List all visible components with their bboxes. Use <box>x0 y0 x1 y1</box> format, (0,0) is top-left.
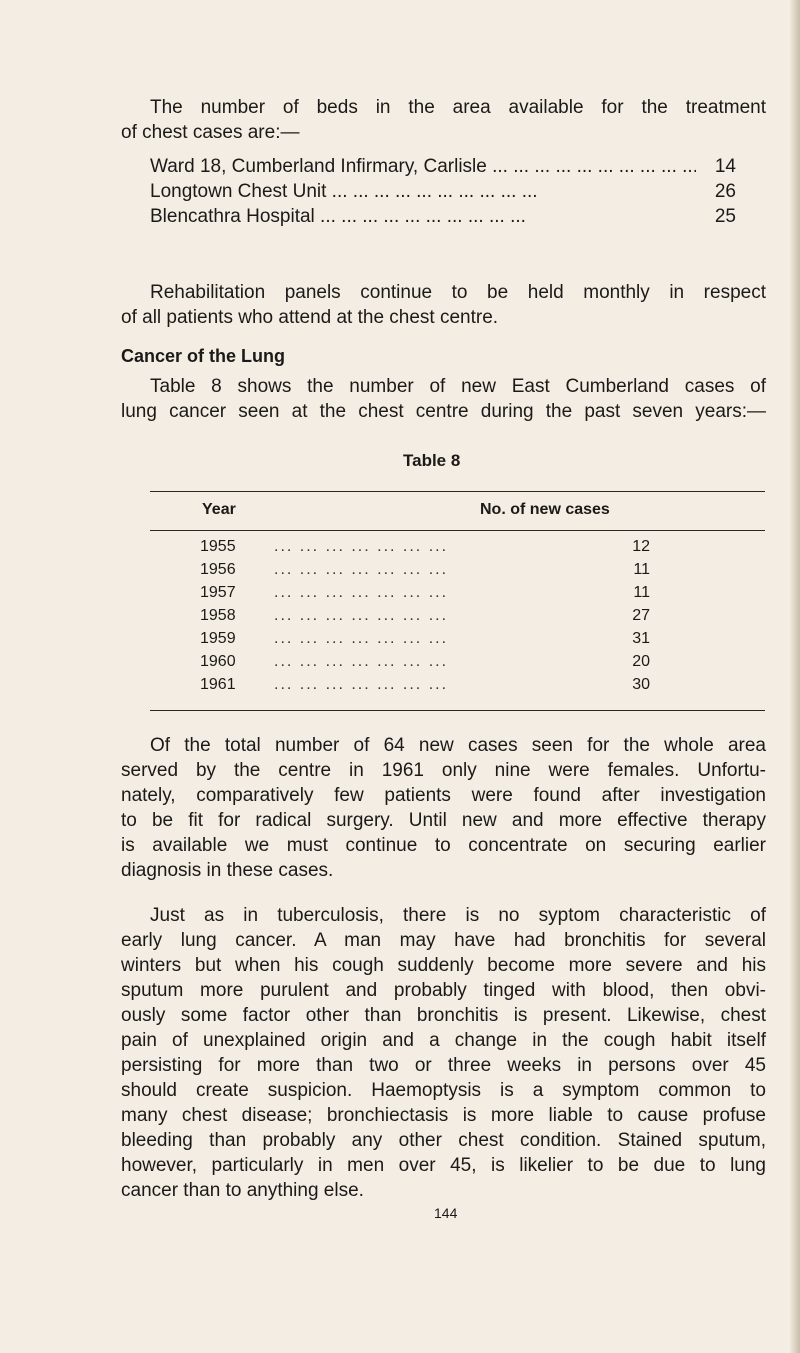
table-row <box>200 607 650 630</box>
row-year: 1955 <box>200 538 236 555</box>
row-cases: 31 <box>632 630 650 647</box>
text-line: ously some factor other than bronchitis is present. Likewise, chest <box>121 1005 766 1026</box>
text-line: early lung cancer. A man may have had bronchitis for several <box>121 930 766 951</box>
bed-name: Blencathra Hospital ... . <box>150 206 696 228</box>
bed-row <box>150 206 736 231</box>
rehab-line-1: Rehabilitation panels continue to be held monthly in respect <box>150 282 766 303</box>
bed-name: Ward 18, Cumberland Infirmary, Carlisle ... . <box>150 156 696 178</box>
row-year: 1960 <box>200 653 236 670</box>
row-cases: 30 <box>632 676 650 693</box>
table-top-rule <box>150 491 765 492</box>
text-line: nately, comparatively few patients were found after investigation <box>121 785 766 806</box>
text-line: bleeding than probably any other chest condition. Stained sputum, <box>121 1130 766 1151</box>
column-header-cases: No. of new cases <box>480 501 610 518</box>
intro-line-2: of chest cases are:— <box>121 122 300 143</box>
bed-count: 25 <box>714 206 736 227</box>
row-year: 1959 <box>200 630 236 647</box>
row-cases: 27 <box>632 607 650 624</box>
row-cases: 11 <box>633 584 650 601</box>
text-line: should create suspicion. Haemoptysis is a symptom common to <box>121 1080 766 1101</box>
leader-dots: ... ... ... ... ... ... ... <box>274 584 449 601</box>
table-row <box>200 676 650 699</box>
text-line: winters but when his cough suddenly become more severe and his <box>121 955 766 976</box>
table-row <box>200 561 650 584</box>
table-header-rule <box>150 530 765 531</box>
text-line: pain of unexplained origin and a change in the cough habit itself <box>121 1030 766 1051</box>
leader-dots: ... ... ... ... ... ... ... <box>274 630 449 647</box>
leader-dots: ... ... ... ... ... ... ... <box>274 653 449 670</box>
bed-count: 26 <box>714 181 736 202</box>
table-row <box>200 538 650 561</box>
row-cases: 12 <box>632 538 650 555</box>
text-line: cancer than to anything else. <box>121 1180 364 1201</box>
bed-row <box>150 181 736 206</box>
table-intro-line-1: Table 8 shows the number of new East Cumberland cases of <box>150 376 766 397</box>
rehab-line-2: of all patients who attend at the chest centre. <box>121 307 499 328</box>
row-year: 1961 <box>200 676 236 693</box>
text-line: to be fit for radical surgery. Until new and more effective therapy <box>121 810 766 831</box>
column-header-year: Year <box>202 501 236 518</box>
text-line: is available we must continue to concentrate on securing earlier <box>121 835 766 856</box>
leader-dots: ... ... ... ... ... ... ... <box>274 676 449 693</box>
table-row <box>200 630 650 653</box>
table-intro-line-2: lung cancer seen at the chest centre during the past seven years:— <box>121 401 766 422</box>
bed-name: Longtown Chest Unit ... . <box>150 181 696 203</box>
text-line: however, particularly in men over 45, is likelier to be due to lung <box>121 1155 766 1176</box>
page-number: 144 <box>434 1205 458 1221</box>
text-line: served by the centre in 1961 only nine were females. Unfortu- <box>121 760 766 781</box>
bed-row <box>150 156 736 181</box>
intro-line-1: The number of beds in the area available for the treatment <box>150 97 766 118</box>
table-bottom-rule <box>150 710 765 711</box>
text-line: diagnosis in these cases. <box>121 860 334 881</box>
row-cases: 20 <box>632 653 650 670</box>
table-row <box>200 653 650 676</box>
row-year: 1956 <box>200 561 236 578</box>
leader-dots: ... ... ... ... ... ... ... <box>274 538 449 555</box>
bed-count: 14 <box>714 156 736 177</box>
row-year: 1958 <box>200 607 236 624</box>
row-cases: 11 <box>633 561 650 578</box>
text-line: Just as in tuberculosis, there is no syptom characteristic of <box>150 905 766 926</box>
section-heading: Cancer of the Lung <box>121 346 286 366</box>
text-line: persisting for more than two or three weeks in persons over 45 <box>121 1055 766 1076</box>
page-edge-shadow <box>790 0 800 1353</box>
text-line: many chest disease; bronchiectasis is more liable to cause profuse <box>121 1105 766 1126</box>
beds-list <box>150 156 736 231</box>
text-line: sputum more purulent and probably tinged with blood, then obvi- <box>121 980 766 1001</box>
table-row <box>200 584 650 607</box>
leader-dots: ... ... ... ... ... ... ... <box>274 607 449 624</box>
table-title: Table 8 <box>403 451 461 470</box>
text-line: Of the total number of 64 new cases seen for the whole area <box>150 735 766 756</box>
row-year: 1957 <box>200 584 236 601</box>
leader-dots: ... ... ... ... ... ... ... <box>274 561 449 578</box>
